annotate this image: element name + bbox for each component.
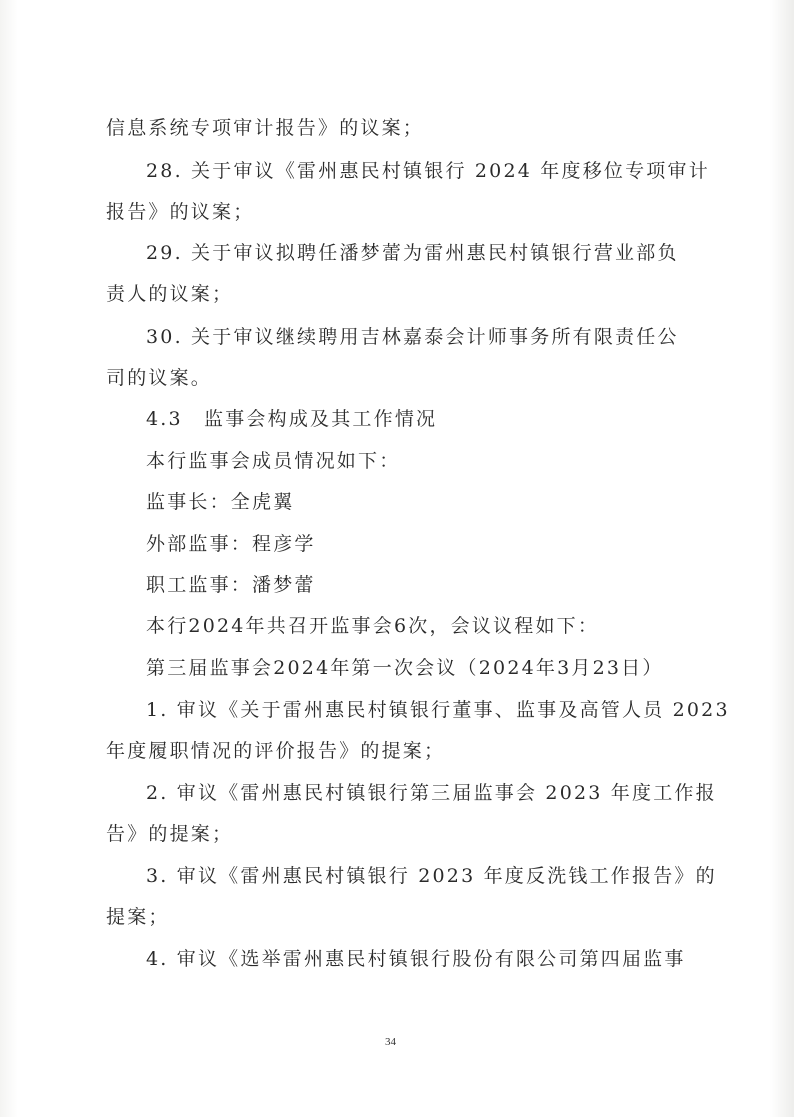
- text-line: 职工监事：潘梦蕾: [146, 574, 316, 596]
- text-line: 1. 审议《关于雷州惠民村镇银行董事、监事及高管人员 2023: [146, 699, 730, 721]
- text-line: 外部监事：程彦学: [146, 533, 316, 555]
- text-line: 本行2024年共召开监事会6次，会议议程如下：: [146, 615, 600, 637]
- text-line: 本行监事会成员情况如下：: [146, 450, 401, 472]
- text-line: 提案；: [106, 906, 170, 928]
- text-line: 信息系统专项审计报告》的议案；: [106, 117, 425, 139]
- text-line: 2. 审议《雷州惠民村镇银行第三届监事会 2023 年度工作报: [146, 782, 717, 804]
- page-number: 34: [385, 1036, 396, 1048]
- text-line: 4. 审议《选举雷州惠民村镇银行股份有限公司第四届监事: [146, 948, 686, 970]
- text-line: 司的议案。: [106, 367, 213, 389]
- text-line: 年度履职情况的评价报告》的提案；: [106, 740, 446, 762]
- text-line: 报告》的议案；: [106, 201, 255, 223]
- text-line: 第三届监事会2024年第一次会议（2024年3月23日）: [146, 657, 664, 679]
- text-line: 3. 审议《雷州惠民村镇银行 2023 年度反洗钱工作报告》的: [146, 865, 717, 887]
- text-line: 告》的提案；: [106, 823, 234, 845]
- text-line: 责人的议案；: [106, 283, 234, 305]
- text-line: 28. 关于审议《雷州惠民村镇银行 2024 年度移位专项审计: [146, 160, 710, 182]
- section-heading: 4.3 监事会构成及其工作情况: [146, 408, 438, 430]
- text-line: 29. 关于审议拟聘任潘梦蕾为雷州惠民村镇银行营业部负: [146, 242, 679, 264]
- text-line: 监事长：全虎翼: [146, 491, 295, 513]
- text-line: 30. 关于审议继续聘用吉林嘉泰会计师事务所有限责任公: [146, 326, 679, 348]
